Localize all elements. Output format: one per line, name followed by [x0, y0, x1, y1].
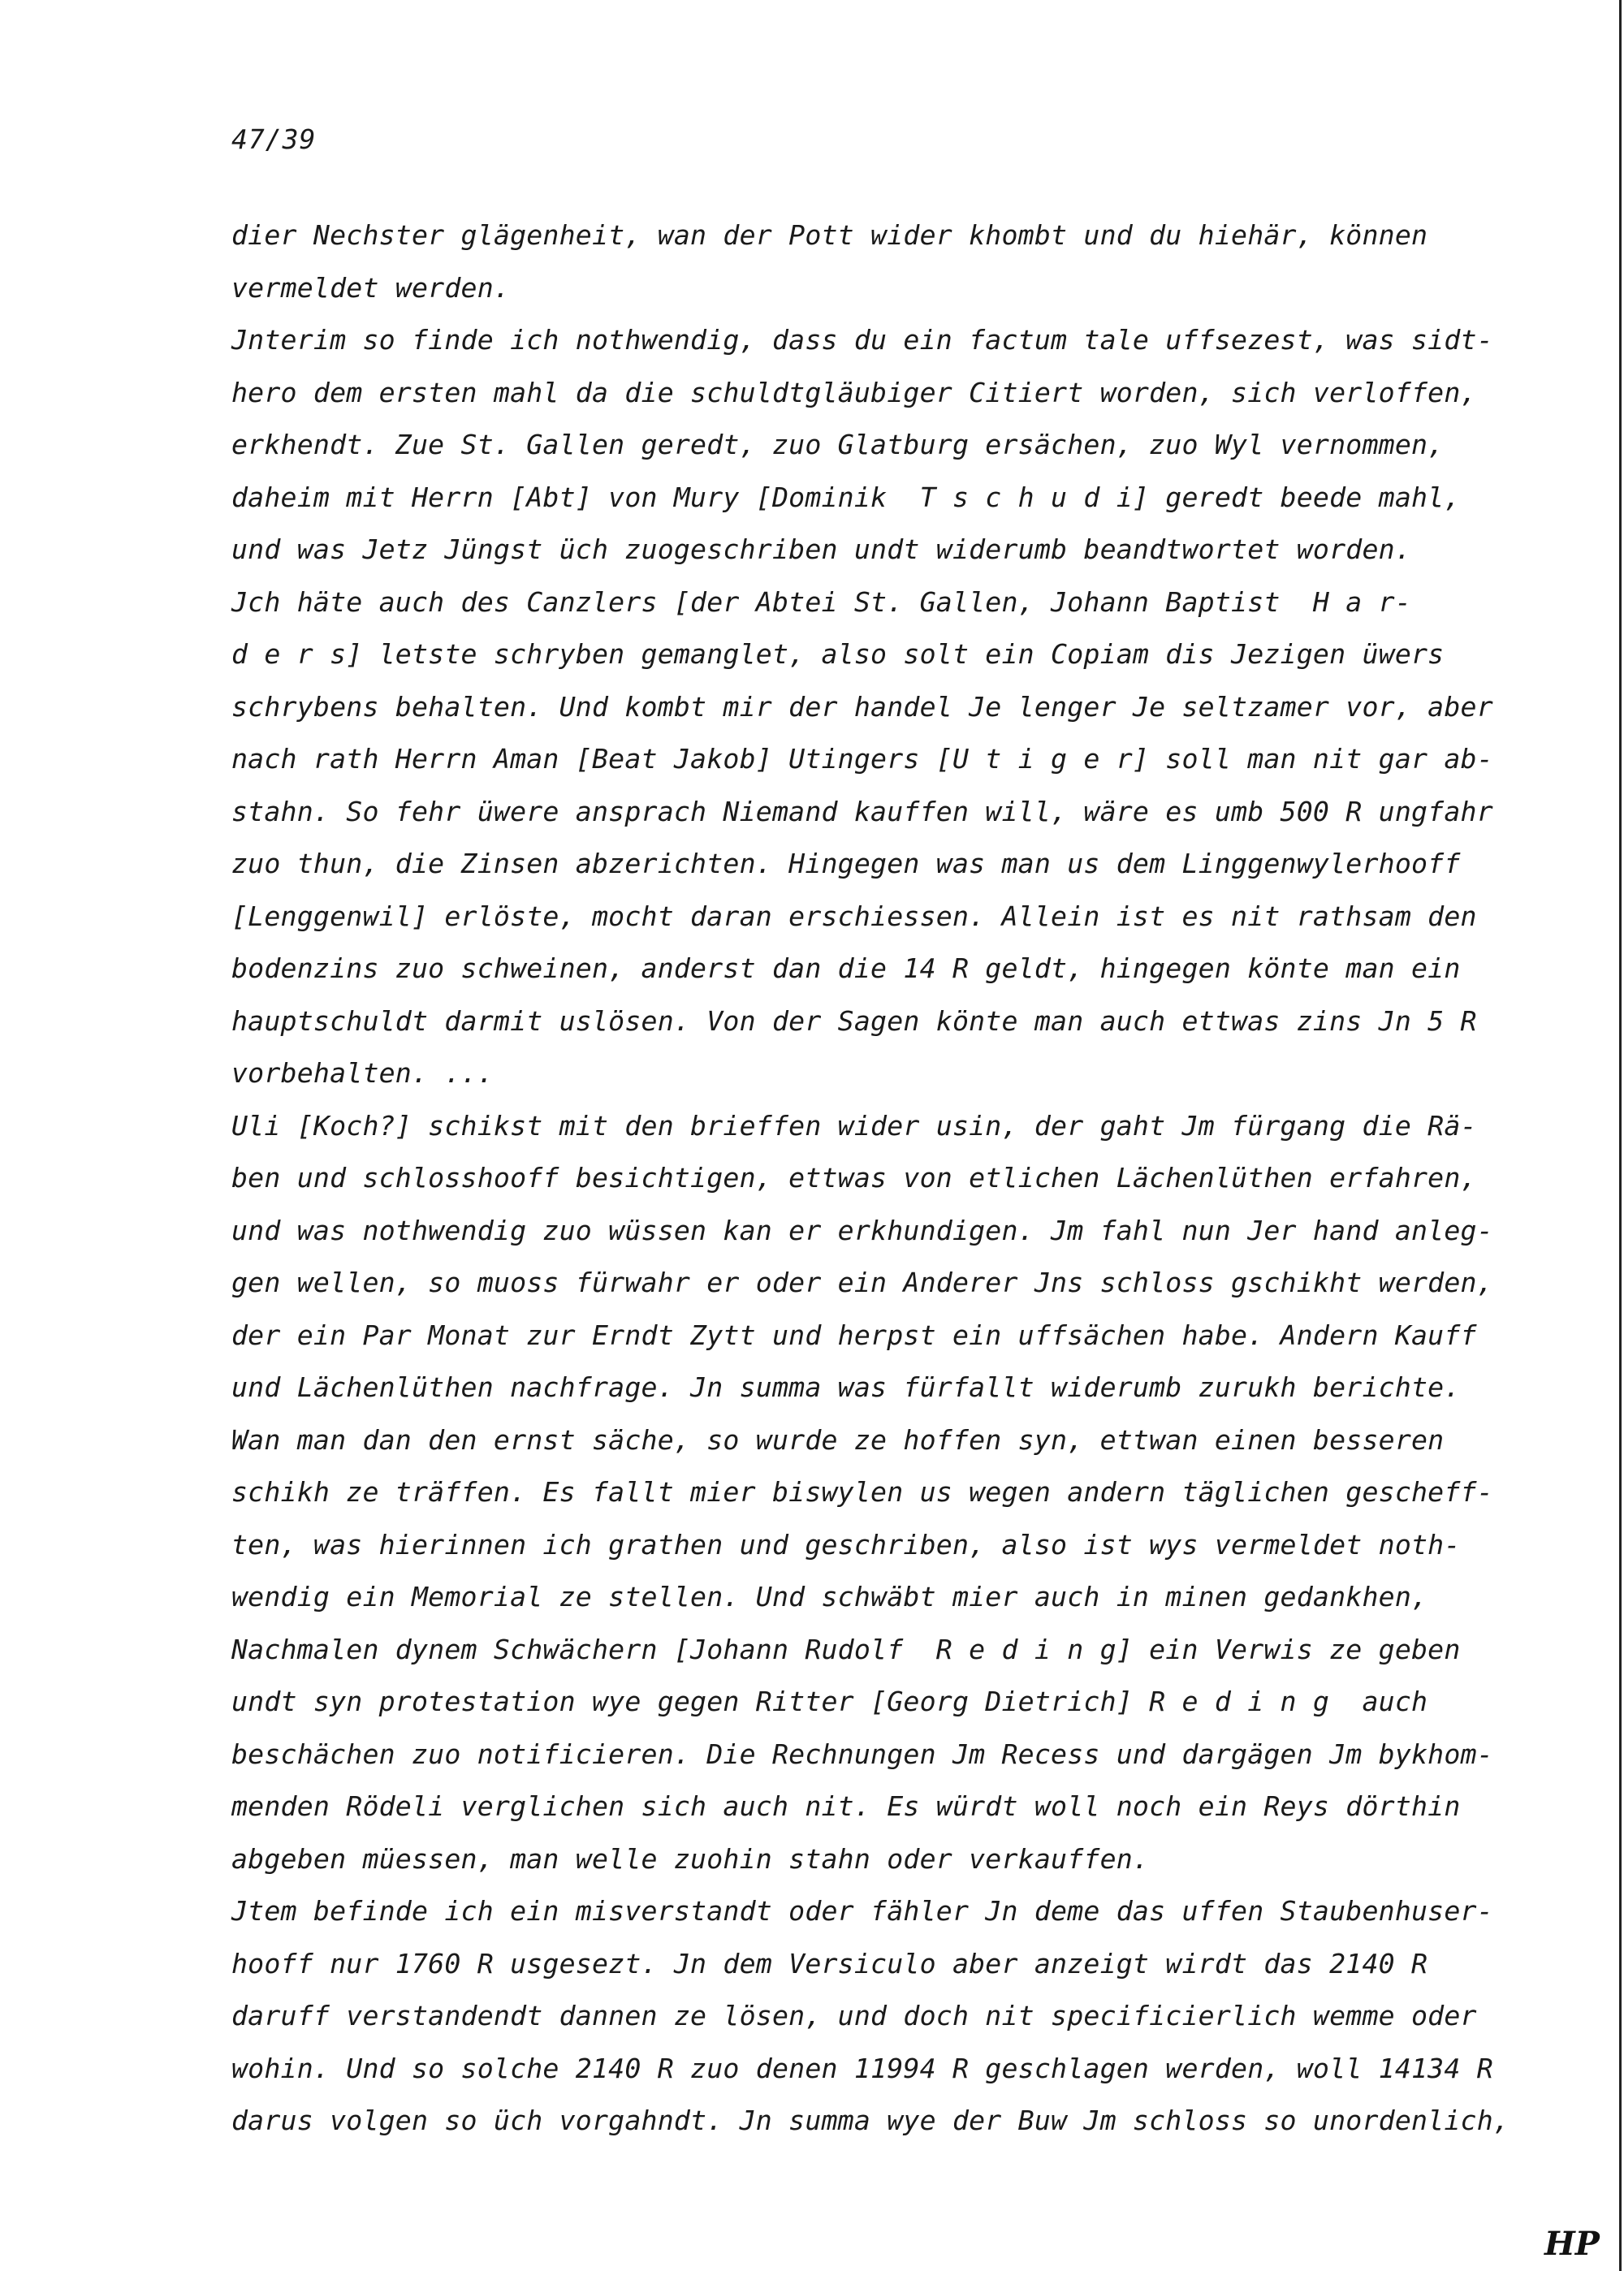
text-line: nach rath Herrn Aman [Beat Jakob] Utingers [U t i g e r] soll man nit gar ab-	[231, 743, 1493, 775]
text-line: erkhendt. Zue St. Gallen geredt, zuo Glatburg ersächen, zuo Wyl vernommen,	[231, 429, 1445, 460]
text-line: schrybens behalten. Und kombt mir der handel Je lenger Je seltzamer vor, aber	[231, 690, 1493, 723]
text-line: zuo thun, die Zinsen abzerichten. Hingegen was man us dem Linggenwylerhooff	[231, 848, 1461, 879]
text-line: schikh ze träffen. Es fallt mier biswylen us wegen andern täglichen gescheff-	[231, 1476, 1493, 1508]
text-line: abgeben müessen, man welle zuohin stahn oder verkauffen.	[231, 1842, 1150, 1875]
text-line: stahn. So fehr üwere ansprach Niemand kauffen will, wäre es umb 500 R ungfahr	[231, 795, 1493, 827]
text-line: dier Nechster glägenheit, wan der Pott wider khombt und du hiehär, können	[231, 219, 1428, 251]
text-line: der ein Par Monat zur Erndt Zytt und herpst ein uffsächen habe. Andern Kauff	[231, 1319, 1477, 1351]
text-line: Nachmalen dynem Schwächern [Johann Rudolf R e d i n g] ein Verwis ze geben	[231, 1633, 1461, 1665]
text-line: [Lenggenwil] erlöste, mocht daran erschiessen. Allein ist es nit rathsam den	[231, 900, 1477, 932]
text-line: beschächen zuo notificieren. Die Rechnungen Jm Recess und dargägen Jm bykhom-	[231, 1738, 1493, 1770]
text-line: daheim mit Herrn [Abt] von Mury [Dominik T s c h u d i] geredt beede mahl,	[231, 481, 1461, 513]
transcription-body	[231, 209, 1514, 2200]
text-line: hero dem ersten mahl da die schuldtgläubiger Citiert worden, sich verloffen,	[231, 376, 1477, 408]
scan-edge-line	[1619, 0, 1622, 2271]
text-line: Wan man dan den ernst säche, so wurde ze hoffen syn, ettwan einen besseren	[231, 1423, 1445, 1456]
text-line: wohin. Und so solche 2140 R zuo denen 11994 R geschlagen werden, woll 14134 R	[231, 2052, 1493, 2084]
text-line: bodenzins zuo schweinen, anderst dan die 14 R geldt, hingegen könte man ein	[231, 952, 1461, 984]
text-line: hooff nur 1760 R usgesezt. Jn dem Versiculo aber anzeigt wirdt das 2140 R	[231, 1947, 1428, 1980]
text-line: Jtem befinde ich ein misverstandt oder fähler Jn deme das uffen Staubenhuser-	[231, 1895, 1493, 1927]
text-line: undt syn protestation wye gegen Ritter [Georg Dietrich] R e d i n g auch	[231, 1686, 1428, 1717]
page-number: 47/39	[231, 123, 317, 155]
text-line: menden Rödeli verglichen sich auch nit. Es würdt woll noch ein Reys dörthin	[231, 1790, 1461, 1822]
text-line: und Lächenlüthen nachfrage. Jn summa was fürfallt widerumb zurukh berichte.	[231, 1371, 1461, 1403]
text-line: Uli [Koch?] schikst mit den brieffen wider usin, der gaht Jm fürgang die Rä-	[231, 1109, 1477, 1142]
text-line: d e r s] letste schryben gemanglet, also solt ein Copiam dis Jezigen üwers	[231, 638, 1445, 670]
text-line: ben und schlosshooff besichtigen, ettwas von etlichen Lächenlüthen erfahren,	[231, 1162, 1477, 1194]
text-line: gen wellen, so muoss fürwahr er oder ein Anderer Jns schloss gschikht werden,	[231, 1267, 1493, 1298]
text-line: hauptschuldt darmit uslösen. Von der Sagen könte man auch ettwas zins Jn 5 R	[231, 1004, 1477, 1037]
text-line: ten, was hierinnen ich grathen und geschriben, also ist wys vermeldet noth-	[231, 1528, 1461, 1561]
text-line: Jnterim so finde ich nothwendig, dass du ein factum tale uffsezest, was sidt-	[231, 324, 1493, 356]
text-line: daruff verstandendt dannen ze lösen, und doch nit specificierlich wemme oder	[231, 2000, 1477, 2031]
text-line: und was nothwendig zuo wüssen kan er erkhundigen. Jm fahl nun Jer hand anleg-	[231, 1214, 1493, 1246]
text-line: darus volgen so üch vorgahndt. Jn summa wye der Buw Jm schloss so unordenlich,	[231, 2105, 1510, 2136]
handwritten-corner-mark: HP	[1544, 2225, 1600, 2263]
text-line: vorbehalten. ...	[231, 1057, 494, 1089]
text-line: wendig ein Memorial ze stellen. Und schwäbt mier auch in minen gedankhen,	[231, 1581, 1428, 1613]
text-line: Jch häte auch des Canzlers [der Abtei St. Gallen, Johann Baptist H a r-	[231, 585, 1412, 618]
text-line: vermeldet werden.	[231, 271, 511, 304]
text-line	[231, 2148, 1514, 2200]
text-line: und was Jetz Jüngst üch zuogeschriben undt widerumb beandtwortet worden.	[231, 533, 1412, 565]
